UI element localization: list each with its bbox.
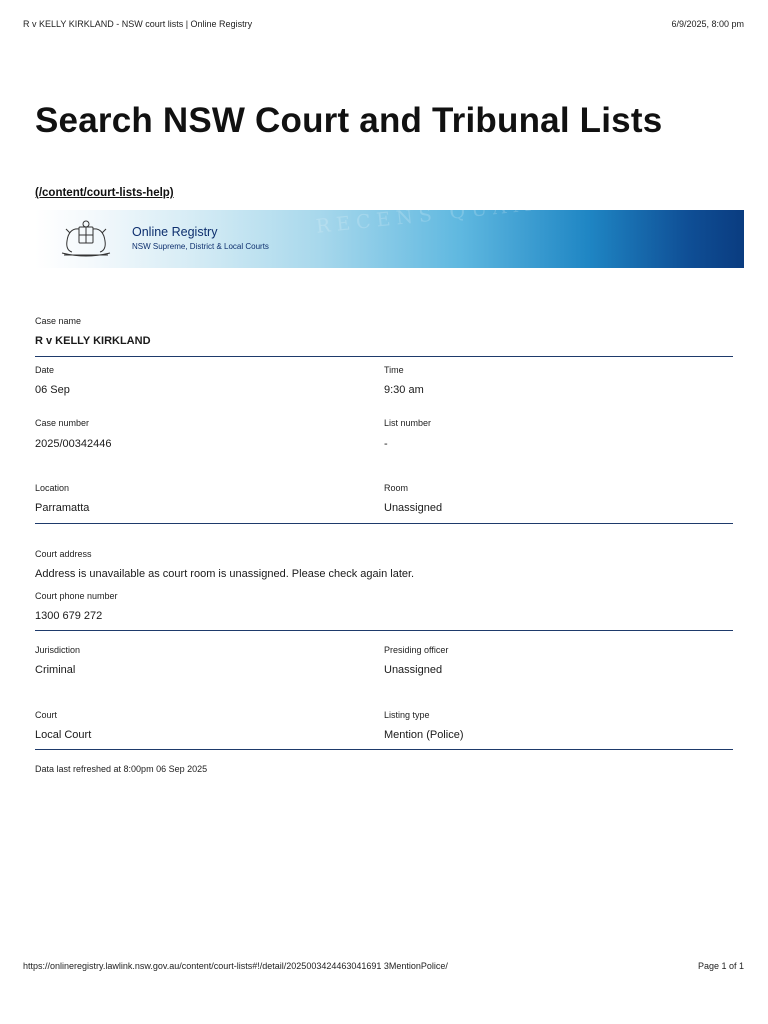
presiding-officer-value: Unassigned — [384, 664, 443, 676]
print-datetime: 6/9/2025, 8:00 pm — [671, 19, 744, 29]
divider — [35, 630, 733, 631]
page-indicator: Page 1 of 1 — [697, 961, 744, 971]
print-url: https://onlineregistry.lawlink.nsw.gov.au/content/court-lists#!/detail/2025003424463041691 3MentionPolice/ — [23, 961, 448, 971]
divider — [35, 356, 733, 357]
case-name-value: R v KELLY KIRKLAND — [35, 335, 151, 347]
court-label: Court — [35, 710, 58, 720]
banner-title: Online Registry — [132, 225, 218, 239]
room-value: Unassigned — [384, 502, 443, 514]
list-number-label: List number — [384, 418, 432, 428]
print-footer — [23, 961, 744, 971]
room-label: Room — [384, 483, 409, 493]
page-title: Search NSW Court and Tribunal Lists — [35, 101, 663, 140]
print-page-title: R v KELLY KIRKLAND - NSW court lists | Online Registry — [23, 19, 253, 29]
time-label: Time — [384, 365, 404, 375]
date-label: Date — [35, 365, 55, 375]
divider — [35, 749, 733, 750]
data-refresh-note: Data last refreshed at 8:00pm 06 Sep 2025 — [35, 764, 208, 774]
court-phone-label: Court phone number — [35, 591, 118, 601]
jurisdiction-label: Jurisdiction — [35, 645, 81, 655]
banner-motto: RECENS QUAM PURA NITES — [315, 172, 736, 238]
print-header — [23, 19, 744, 29]
listing-type-value: Mention (Police) — [384, 729, 464, 741]
divider — [35, 523, 733, 524]
court-address-value: Address is unavailable as court room is unassigned. Please check again later. — [35, 568, 415, 580]
location-value: Parramatta — [35, 502, 90, 514]
court-address-label: Court address — [35, 549, 92, 559]
banner-subtitle: NSW Supreme, District & Local Courts — [132, 242, 269, 251]
list-number-value: - — [384, 438, 388, 450]
listing-type-label: Listing type — [384, 710, 430, 720]
date-value: 06 Sep — [35, 384, 70, 396]
case-name-label: Case name — [35, 316, 82, 326]
coat-of-arms-icon — [58, 219, 114, 259]
location-label: Location — [35, 483, 70, 493]
case-number-value: 2025/00342446 — [35, 438, 112, 450]
case-number-label: Case number — [35, 418, 90, 428]
court-value: Local Court — [35, 729, 92, 741]
court-phone-value: 1300 679 272 — [35, 610, 103, 622]
court-lists-help-link[interactable]: (/content/court-lists-help) — [35, 187, 174, 199]
jurisdiction-value: Criminal — [35, 664, 76, 676]
presiding-officer-label: Presiding officer — [384, 645, 449, 655]
time-value: 9:30 am — [384, 384, 424, 396]
